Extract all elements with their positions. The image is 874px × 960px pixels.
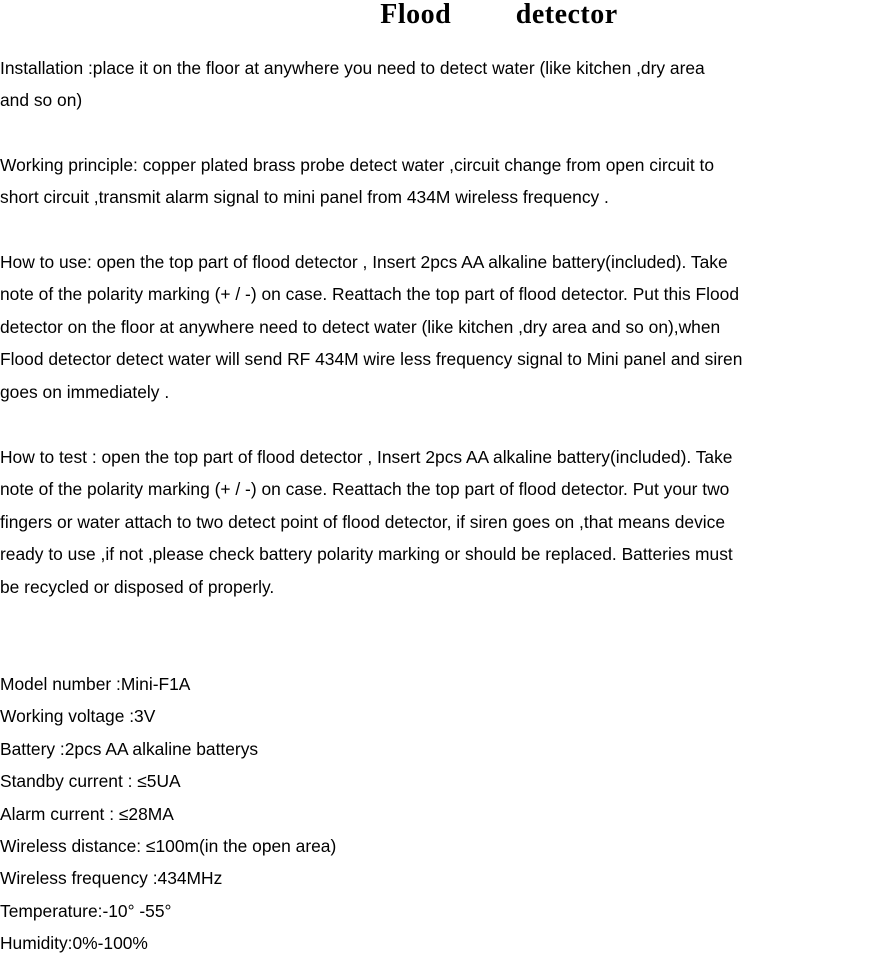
paragraph-line: be recycled or disposed of properly.	[0, 576, 275, 597]
how-to-test-paragraph	[0, 441, 874, 603]
spec-wireless-distance: Wireless distance: ≤100m(in the open area)	[0, 836, 337, 857]
paragraph-line: detector on the floor at anywhere need to detect water (like kitchen ,dry area and so on),when	[0, 316, 721, 337]
spec-battery: Battery :2pcs AA alkaline batterys	[0, 738, 259, 759]
spec-model-number: Model number :Mini-F1A	[0, 674, 191, 694]
paragraph-line: How to use: open the top part of flood detector , Insert 2pcs AA alkaline battery(included). Take	[0, 252, 728, 272]
paragraph-line: goes on immediately .	[0, 381, 170, 402]
spec-standby-current: Standby current : ≤5UA	[0, 771, 181, 792]
spec-temperature: Temperature:-10° -55°	[0, 900, 172, 921]
paragraph-line: and so on)	[0, 90, 83, 111]
spec-alarm-current: Alarm current : ≤28MA	[0, 803, 174, 824]
paragraph-line: ready to use ,if not ,please check battery polarity marking or should be replaced. Batteries must	[0, 544, 733, 565]
paragraph-line: How to test : open the top part of flood detector , Insert 2pcs AA alkaline battery(included). Take	[0, 447, 733, 467]
document-title: Flood detector	[380, 0, 618, 30]
spec-wireless-frequency: Wireless frequency :434MHz	[0, 868, 223, 889]
spec-working-voltage: Working voltage :3V	[0, 706, 156, 727]
paragraph-line: note of the polarity marking (+ / -) on case. Reattach the top part of flood detector. Put this Flood	[0, 284, 740, 305]
paragraph-line: fingers or water attach to two detect point of flood detector, if siren goes on ,that means device	[0, 511, 726, 532]
working-principle-paragraph	[0, 149, 874, 214]
paragraph-line: Flood detector detect water will send RF 434M wire less frequency signal to Mini panel and siren	[0, 349, 743, 370]
installation-paragraph	[0, 52, 874, 117]
how-to-use-paragraph	[0, 246, 874, 408]
paragraph-line: short circuit ,transmit alarm signal to mini panel from 434M wireless frequency .	[0, 187, 609, 208]
spec-humidity: Humidity:0%-100%	[0, 933, 148, 954]
paragraph-line: note of the polarity marking (+ / -) on case. Reattach the top part of flood detector. Put your two	[0, 479, 730, 500]
paragraph-line: Working principle: copper plated brass probe detect water ,circuit change from open circuit to	[0, 155, 715, 175]
paragraph-line: Installation :place it on the floor at anywhere you need to detect water (like kitchen ,dry area	[0, 58, 705, 78]
specifications-list	[0, 668, 874, 960]
